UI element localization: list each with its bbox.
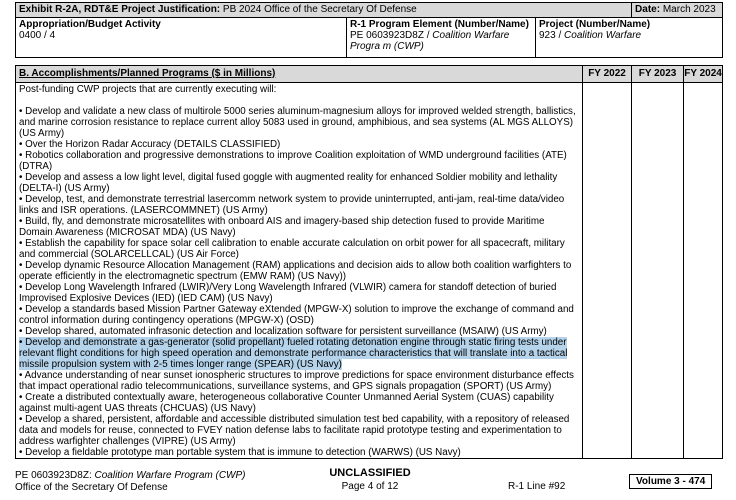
- classification-marking: UNCLASSIFIED: [329, 467, 411, 479]
- project-label: Project (Number/Name): [539, 19, 651, 30]
- footer-pe-number: PE 0603923D8Z: [15, 470, 89, 481]
- page-number: Page 4 of 12: [341, 481, 399, 492]
- project-separator: /: [555, 30, 565, 41]
- bullet-item: • Develop a shared, persistent, affordable and accessible distributed simulation test bed capability, with a repository of released data and models for reuse, connected to FVEY nation defense labs to facilitate rapid prototype testing and experimentation to address warfighter challenges (VIPRE) (US Army): [19, 414, 570, 447]
- fy2022-column: [583, 66, 632, 459]
- fy2023-column: [632, 66, 684, 459]
- bullet-item: • Create a distributed contextually aware, heterogeneous collaborative Counter Unmanned Aerial System (CUAS) capability against multi-agent UAS threats (CHCUAS) (US Navy): [19, 392, 554, 414]
- bullet-item: [19, 337, 579, 370]
- r1-line: R-1 Line #92: [508, 481, 566, 492]
- project-number: 923: [539, 30, 556, 41]
- spacer-row: [16, 58, 723, 66]
- project-cell: [536, 18, 723, 58]
- fy2024-header: FY 2024: [684, 66, 722, 83]
- bullet-item: • Develop a fieldable prototype man portable system that is immune to detection (WARWS) (US Navy): [19, 447, 461, 458]
- bullet-item: • Develop dynamic Resource Allocation Management (RAM) applications and decision aids to allow both coalition warfighters to operate efficiently in the electromagnetic spectrum (EMW RAM) (US Navy)): [19, 260, 572, 282]
- date-cell: [632, 3, 723, 18]
- section-title: B. Accomplishments/Planned Programs ($ in Millions): [16, 66, 582, 83]
- date-label: Date:: [635, 4, 661, 15]
- footer-pe-name: Coalition Warfare Program (CWP): [94, 470, 246, 481]
- footer-office: Office of the Secretary Of Defense: [15, 482, 168, 493]
- approp-value: 0400 / 4: [19, 30, 56, 41]
- date-value: March 2023: [662, 4, 716, 15]
- r1-cell: [347, 18, 536, 58]
- exhibit-header-table: [15, 2, 723, 459]
- exhibit-label: Exhibit R-2A: [19, 4, 79, 15]
- bullet-item: • Establish the capability for space solar cell calibration to enable accurate calculation on orbit power for all spacecraft, military and commercial (SOLARCELLCAL) (US Air Force): [19, 238, 565, 260]
- bullet-item: • Advance understanding of near sunset ionospheric structures to improve predictions for space environment disturbance effects that impact operational radio telecommunications, surveillance systems, and GPS signals propagation (SPORT) (US Army): [19, 370, 574, 392]
- bullet-item: • Build, fly, and demonstrate microsatellites with onboard AIS and imagery-based ship detection fused to provide Maritime Domain Awareness (MICROSAT MDA) (US Navy): [19, 216, 545, 238]
- bullet-item: • Develop and validate a new class of multirole 5000 series aluminum-magnesium alloys for improved welded strength, ballistics, and marine corrosion resistance to replace current alloy 5083 used in ground, amphibious, and sea systems (AL MGS ALLOYS) (US Army): [19, 106, 576, 139]
- exhibit-value: PB 2024 Office of the Secretary Of Defense: [222, 4, 417, 15]
- r1-label: R-1 Program Element (Number/Name): [350, 19, 529, 30]
- approp-cell: [16, 18, 347, 58]
- fy2024-column: [684, 66, 723, 459]
- footer-pe: [15, 470, 245, 481]
- r1-name: Coalition Warfare Progra m (CWP): [350, 30, 510, 52]
- footer-pe-separator: :: [88, 470, 95, 481]
- bullet-item: • Robotics collaboration and progressive demonstrations to improve Coalition exploitation of WMD underground facilities (ATE) (DTRA): [19, 150, 567, 172]
- bullet-item: • Develop, test, and demonstrate terrestrial lasercomm network system to provide uninterrupted, anti-jam, real-time data/video links and ISR operations. (LASERCOMMNET) (US Army): [19, 194, 565, 216]
- exhibit-title: , RDT&E Project Justification:: [78, 4, 221, 15]
- r1-separator: /: [423, 30, 433, 41]
- bullet-item: • Develop Long Wavelength Infrared (LWIR)/Very Long Wavelength Infrared (VLWIR) camera for standoff detection of buried Improvised Explosive Devices (IED) (IED CAM) (US Navy): [19, 282, 557, 304]
- bullet-item: • Develop shared, automated infrasonic detection and localization software for persistent surveillance (MSAIW) (US Army): [19, 326, 547, 337]
- fy2022-header: FY 2022: [583, 66, 631, 83]
- r1-number: PE 0603923D8Z: [350, 30, 424, 41]
- accomplishments-cell: [16, 66, 583, 459]
- volume-box: Volume 3 - 474: [629, 474, 712, 489]
- bullet-item: • Develop and assess a low light level, digital fused goggle with augmented reality for enhanced Soldier mobility and lethality (DELTA-I) (US Army): [19, 172, 558, 194]
- exhibit-title-cell: [16, 3, 632, 18]
- approp-label: Appropriation/Budget Activity: [19, 19, 161, 30]
- highlighted-text: • Develop and demonstrate a gas-generator (solid propellant) fueled rotating detonation engine through static firing tests under relevant flight conditions for high speed operation and demonstrate performance characteristics that will translate into a tactical missile propulsion system with 2-5 times longer range (SPEAR) (US Navy): [19, 337, 568, 370]
- bullet-item: • Develop a standards based Mission Partner Gateway eXtended (MPGW-X) solution to improve the exchange of command and control information during contingency operations (MPGW-X) (OSD): [19, 304, 574, 326]
- project-name: Coalition Warfare: [564, 30, 642, 41]
- intro-paragraph: Post-funding CWP projects that are currently executing will:: [19, 84, 277, 95]
- accomplishments-text: [16, 83, 582, 458]
- bullet-item: • Over the Horizon Radar Accuracy (DETAILS CLASSIFIED): [19, 139, 281, 150]
- fy2023-header: FY 2023: [632, 66, 683, 83]
